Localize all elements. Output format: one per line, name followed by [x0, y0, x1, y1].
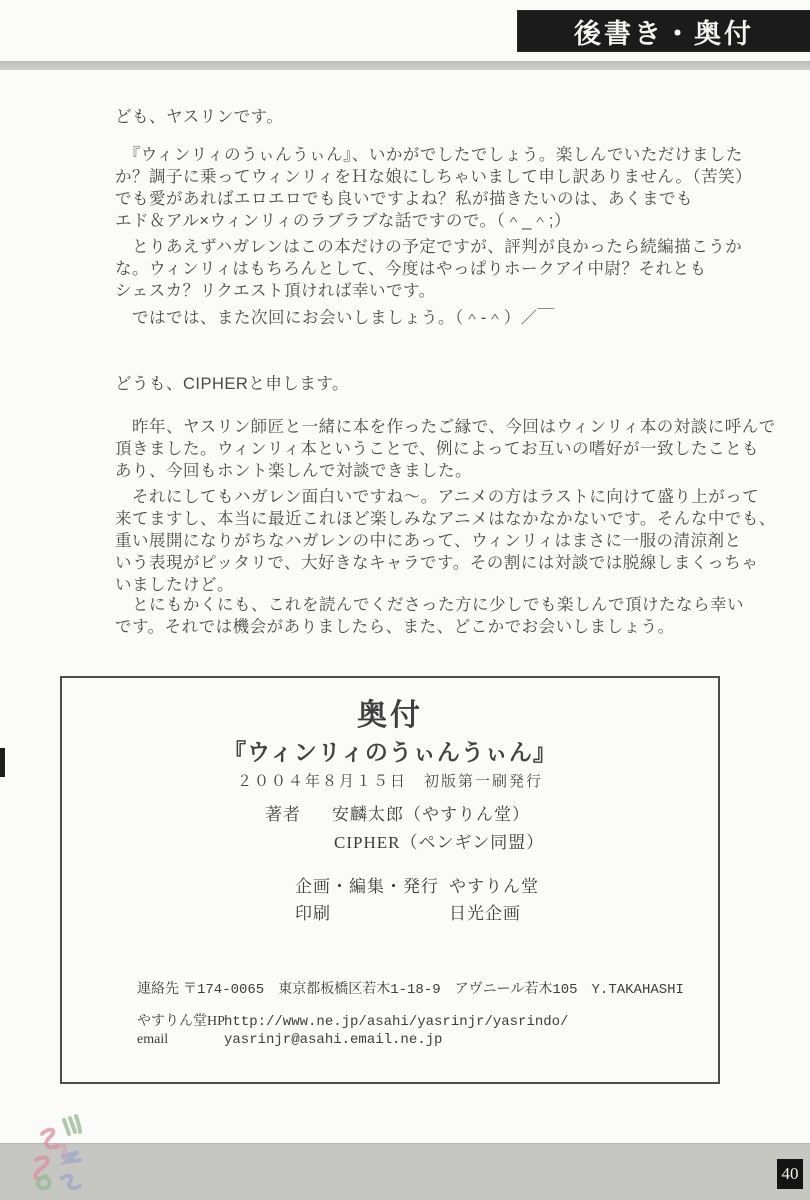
contact-email-row [137, 1032, 442, 1048]
credit-value: CIPHER（ペンギン同盟） [334, 833, 545, 852]
contact-email: yasrinjr@asahi.email.ne.jp [224, 1032, 443, 1048]
yasrin-paragraph-2: とりあえずハガレンはこの本だけの予定ですが、評判が良かったら続編描こうか な。ウィンリィはもちろんとして、今度はやっぱりホークアイ中尉？それとも シェスカ？リクエスト頂ければ幸いです。 [115, 238, 743, 300]
colophon-box [60, 676, 720, 1084]
contact-label: 連絡先 [137, 982, 179, 997]
handwritten-doodle-icon [12, 1108, 112, 1198]
page-number: 40 [781, 1164, 799, 1183]
colophon-heading: 奥付 [357, 699, 423, 732]
credit-label: 著者 [265, 805, 301, 824]
book-title: 『ウィンリィのうぃんうぃん』 [223, 739, 557, 765]
credit-value: 安麟太郎（やすりん堂） [332, 805, 530, 824]
page-number-badge [777, 1159, 803, 1189]
header-divider-rule [0, 61, 810, 70]
cipher-paragraph-2: それにしてもハガレン面白いですね〜。アニメの方はラストに向けて盛り上がって 来てますし、本当に最近これほど楽しみなアニメはなかなかないです。そんな中でも、 重い展開になりがちなハガレンの中にあって、ウィンリィはまさに一服の清涼剤と いう表現がピッタリで、大好きなキャラです。その割には対談では脱線しまくっちゃ いましたけど。 [115, 488, 776, 594]
yasrin-paragraph-1: 『ウィンリィのうぃんうぃん』、いかがでしたでしょう。楽しんでいただけました か？調子に乗ってウィンリィをＨな娘にしちゃいまして申し訳ありません。（苦笑） でも愛があればエロエロでも良いですよね？私が描きたいのは、あくまでも エド＆アル×ウィンリィのラブラブな話ですので。（＾_＾;） [115, 146, 753, 230]
cipher-closing: とにもかくにも、これを読んでくださった方に少しでも楽しんで頂けたなら幸い です。それでは機会がありましたら、また、どこかでお会いしましょう。 [115, 596, 744, 636]
yasrin-greeting: ども、ヤスリンです。 [115, 108, 284, 126]
credit-value: やすりん堂 [449, 877, 539, 896]
credit-label: 企画・編集・発行 [295, 877, 439, 896]
contact-hp-row [137, 1010, 568, 1030]
contact-hp-url: http://www.ne.jp/asahi/yasrinjr/yasrindo/ [224, 1014, 569, 1030]
contact-email-label: email [137, 1032, 169, 1047]
contact-address: 〒174-0065 東京都板橋区若木1-18-9 アヴニール若木105 Y.TAKAHASHI [183, 982, 684, 998]
contact-hp-label: やすりん堂HP [137, 1014, 225, 1029]
page-header [518, 11, 810, 51]
scan-edge-mark [0, 748, 5, 777]
bottom-page-band [0, 1143, 810, 1200]
yasrin-closing: ではでは、また次回にお会いしましょう。（＾-＾）／￣ [115, 309, 555, 327]
cipher-paragraph-1: 昨年、ヤスリン師匠と一緒に本を作ったご縁で、今回はウィンリィ本の対談に呼んで 頂きました。ウィンリィ本ということで、例によってお互いの嗜好が一致したことも あり、今回もホント楽しんで対談できました。 [115, 418, 776, 480]
credit-label: 印刷 [295, 904, 331, 923]
credit-row-author [265, 800, 530, 825]
credit-value: 日光企画 [449, 904, 521, 923]
credit-row-printer [295, 899, 521, 924]
contact-address-row [137, 978, 684, 998]
cipher-greeting: どうも、CIPHERと申します。 [115, 375, 350, 393]
credit-row-publisher [295, 872, 539, 897]
credit-row-author2 [334, 828, 544, 853]
edition-date: ２００４年８月１５日 初版第一刷発行 [236, 774, 543, 790]
page-header-title: 後書き・奥付 [574, 18, 754, 49]
